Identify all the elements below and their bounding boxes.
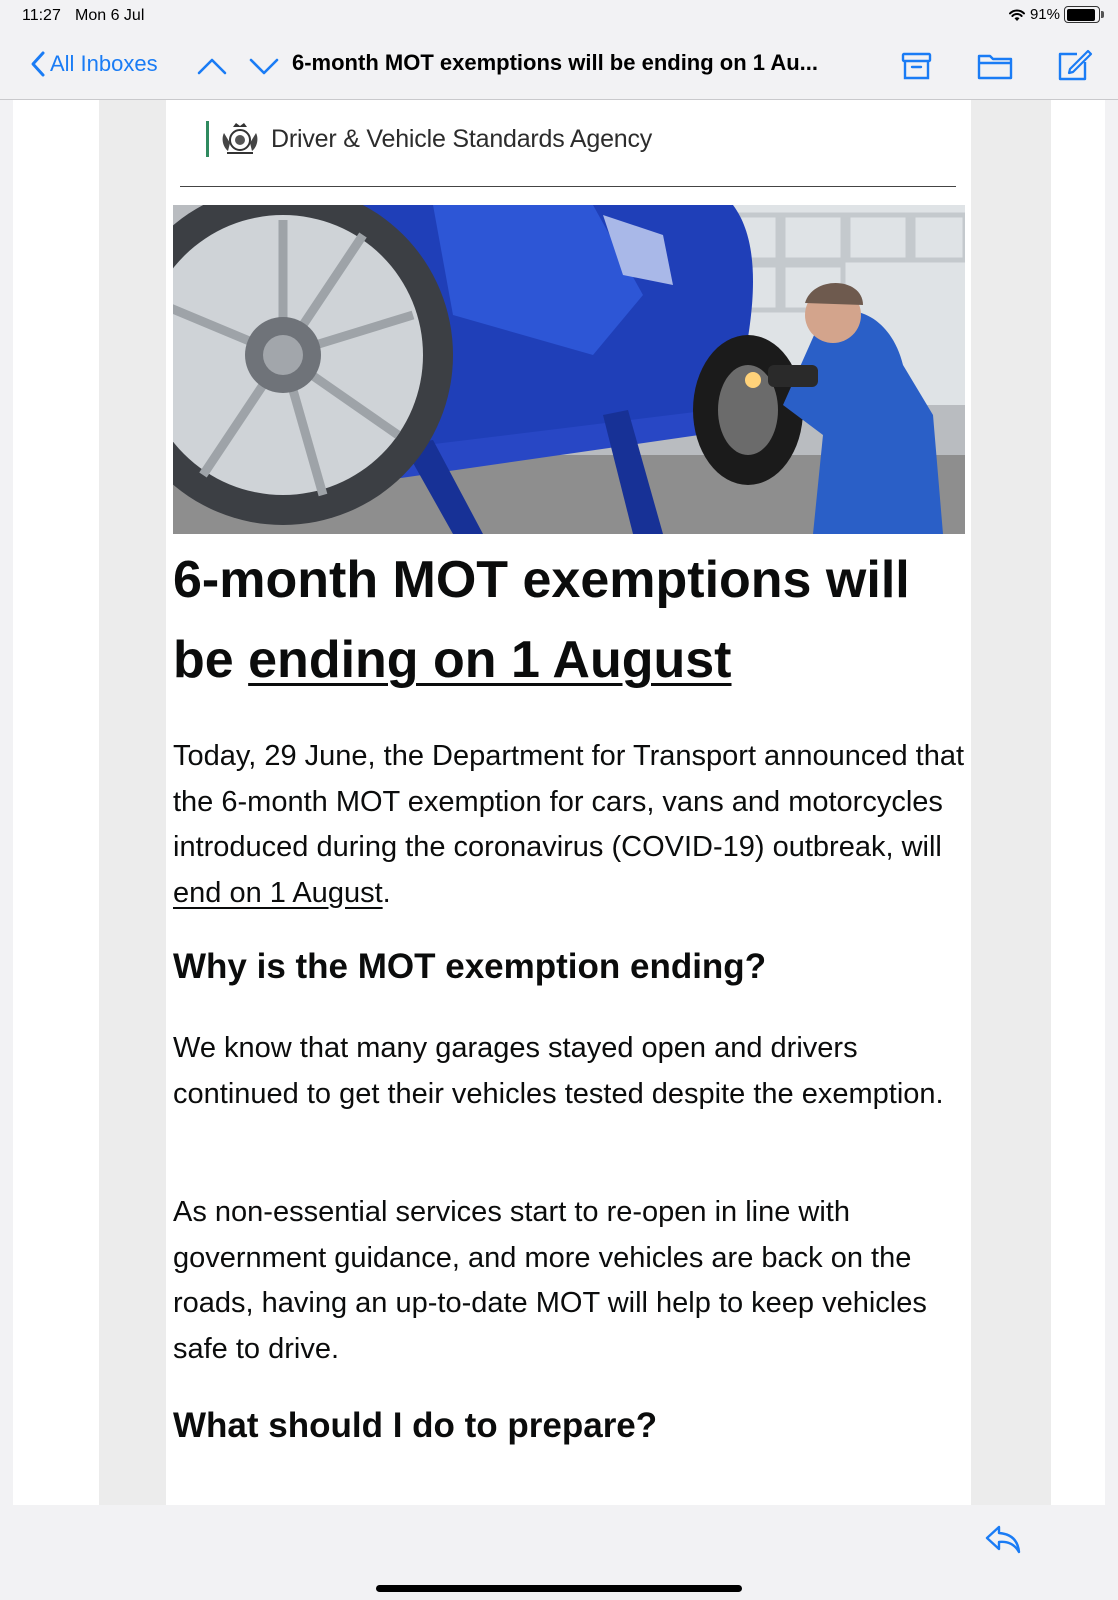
battery-percent: 91% xyxy=(1029,6,1060,23)
next-message-icon[interactable] xyxy=(247,50,281,82)
message-view[interactable] xyxy=(13,100,1105,1505)
battery-level xyxy=(1067,9,1095,21)
chevron-left-icon xyxy=(30,50,46,78)
email-headline xyxy=(173,540,965,700)
royal-crest-icon xyxy=(219,121,261,157)
status-bar xyxy=(0,0,1118,32)
divider xyxy=(180,186,956,187)
end-date-link[interactable]: end on 1 August xyxy=(173,876,383,909)
status-indicators xyxy=(1008,6,1100,23)
email-body xyxy=(166,100,971,1505)
home-indicator xyxy=(376,1585,742,1592)
compose-icon[interactable] xyxy=(1054,48,1094,84)
mail-nav-bar xyxy=(0,32,1118,100)
status-time: 11:27 xyxy=(22,7,61,24)
intro-text: Today, 29 June, the Department for Transport announced that the 6-month MOT exemption for cars, vans and motorcycles introduced during the coronavirus (COVID-19) outbreak, will xyxy=(173,740,965,863)
bottom-toolbar xyxy=(0,1505,1118,1600)
headline-link[interactable]: ending on 1 August xyxy=(248,631,732,689)
back-label: All Inboxes xyxy=(50,51,158,76)
why-paragraph: We know that many garages stayed open and drivers continued to get their vehicles tested despite the exemption. xyxy=(173,1032,944,1110)
intro-paragraph xyxy=(173,734,965,916)
reopen-paragraph: As non-essential services start to re-open in line with government guidance, and more vehicles are back on the roads, having an up-to-date MOT will help to keep vehicles safe to drive. xyxy=(173,1196,927,1365)
previous-message-icon[interactable] xyxy=(195,50,229,82)
reply-icon[interactable] xyxy=(983,1519,1023,1559)
archive-icon[interactable] xyxy=(896,48,936,84)
section-heading-why: Why is the MOT exemption ending? xyxy=(173,947,767,986)
status-date: Mon 6 Jul xyxy=(75,7,145,24)
brand-accent-bar xyxy=(206,121,209,157)
agency-header xyxy=(206,120,652,158)
section-heading-prepare: What should I do to prepare? xyxy=(173,1406,658,1445)
back-to-inboxes-button[interactable] xyxy=(30,50,158,78)
agency-name: Driver & Vehicle Standards Agency xyxy=(271,124,653,153)
message-subject: 6-month MOT exemptions will be ending on 1 Au... xyxy=(292,50,818,75)
wifi-icon xyxy=(1008,8,1026,22)
headline-text: 6-month MOT exemptions will be xyxy=(173,551,910,689)
battery-icon xyxy=(1064,6,1100,23)
hero-image xyxy=(173,205,965,534)
intro-end: . xyxy=(382,876,391,909)
folder-icon[interactable] xyxy=(975,48,1015,84)
